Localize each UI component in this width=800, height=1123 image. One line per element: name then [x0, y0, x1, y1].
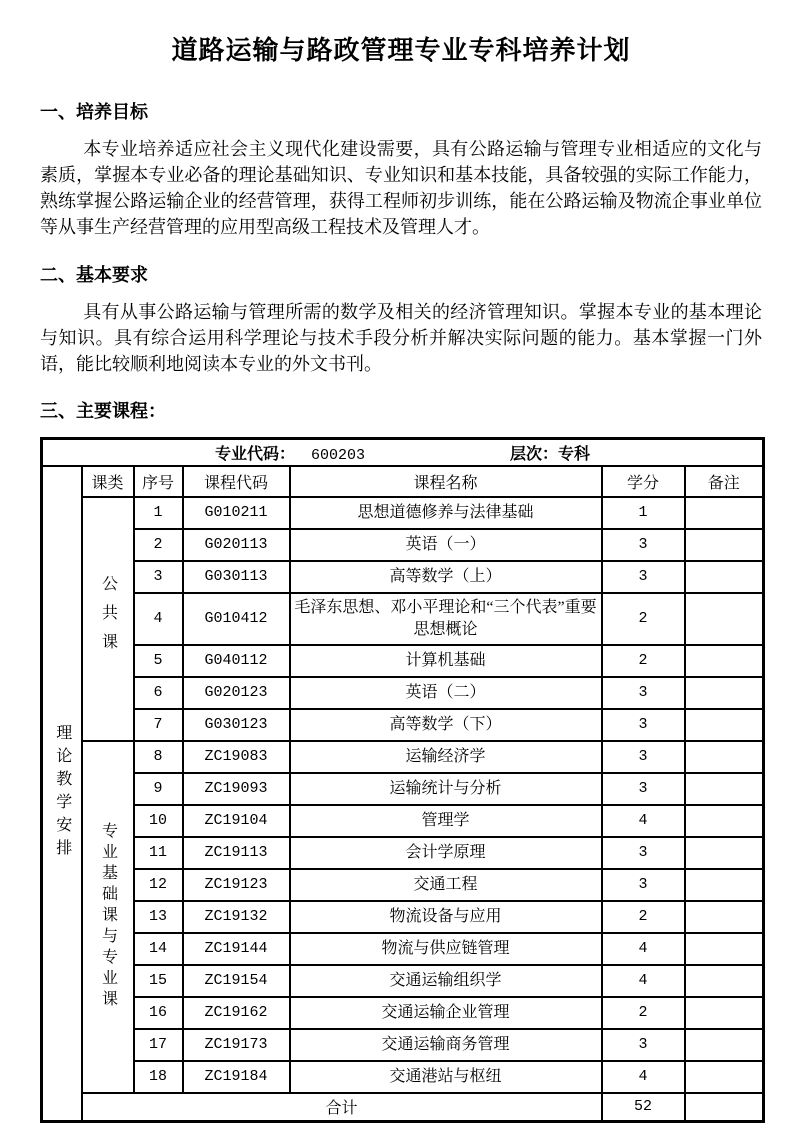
objectives-paragraph: 本专业培养适应社会主义现代化建设需要，具有公路运输与管理专业相适应的文化与素质，掌握本专业必备的理论基础知识、专业知识和基本技能，具备较强的实际工作能力，熟练掌握公路运输企业的经营管理，获得工程师初步训练，能在公路运输及物流企事业单位等从事生产经营管理的应用型高级工程技术及管理人才。 [40, 139, 762, 237]
column-header-name: 课程名称 [290, 466, 602, 497]
course-no: 5 [134, 645, 183, 677]
course-row [42, 933, 764, 965]
course-code: ZC19083 [183, 741, 290, 773]
column-header-credits: 学分 [602, 466, 685, 497]
course-no: 9 [134, 773, 183, 805]
left-vertical-label: 理论教学安排 [53, 724, 71, 863]
course-name: 会计学原理 [290, 837, 602, 869]
course-no: 6 [134, 677, 183, 709]
level-value: 专科 [558, 445, 591, 463]
course-code: G030123 [183, 709, 290, 741]
course-credits: 3 [602, 741, 685, 773]
course-credits: 4 [602, 805, 685, 837]
course-name: 交通运输商务管理 [290, 1029, 602, 1061]
course-credits: 2 [602, 997, 685, 1029]
course-no: 12 [134, 869, 183, 901]
course-name: 毛泽东思想、邓小平理论和“三个代表”重要思想概论 [290, 593, 602, 645]
course-credits: 3 [602, 869, 685, 901]
course-code: ZC19184 [183, 1061, 290, 1093]
column-header-no: 序号 [134, 466, 183, 497]
course-code: ZC19123 [183, 869, 290, 901]
course-no: 10 [134, 805, 183, 837]
course-row [42, 1061, 764, 1093]
course-name: 交通运输企业管理 [290, 997, 602, 1029]
table-header-row [42, 466, 764, 497]
course-row [42, 869, 764, 901]
course-row [42, 805, 764, 837]
course-name: 物流与供应链管理 [290, 933, 602, 965]
course-note [685, 997, 764, 1029]
course-name: 物流设备与应用 [290, 901, 602, 933]
course-code: ZC19113 [183, 837, 290, 869]
course-code: ZC19104 [183, 805, 290, 837]
course-no: 17 [134, 1029, 183, 1061]
course-note [685, 869, 764, 901]
course-note [685, 837, 764, 869]
course-no: 13 [134, 901, 183, 933]
course-code: G010211 [183, 497, 290, 529]
level-label: 层次： [510, 445, 559, 463]
course-row [42, 901, 764, 933]
course-no: 11 [134, 837, 183, 869]
left-vertical-label-cell [42, 466, 82, 1122]
course-row [42, 709, 764, 741]
course-code: G040112 [183, 645, 290, 677]
course-code: G020113 [183, 529, 290, 561]
course-credits: 2 [602, 901, 685, 933]
section-heading-courses: 三、主要课程： [40, 401, 166, 421]
course-credits: 4 [602, 965, 685, 997]
course-name: 运输经济学 [290, 741, 602, 773]
course-credits: 3 [602, 677, 685, 709]
course-name: 思想道德修养与法律基础 [290, 497, 602, 529]
course-name: 运输统计与分析 [290, 773, 602, 805]
curriculum-table [40, 437, 765, 1123]
course-credits: 3 [602, 709, 685, 741]
course-credits: 3 [602, 529, 685, 561]
column-header-category: 课类 [82, 466, 134, 497]
course-credits: 4 [602, 933, 685, 965]
course-credits: 2 [602, 645, 685, 677]
course-code: G030113 [183, 561, 290, 593]
course-name: 英语（二） [290, 677, 602, 709]
course-name: 交通运输组织学 [290, 965, 602, 997]
course-name: 英语（一） [290, 529, 602, 561]
course-credits: 2 [602, 593, 685, 645]
course-row [42, 965, 764, 997]
course-credits: 4 [602, 1061, 685, 1093]
table-meta-row [42, 439, 764, 466]
course-no: 14 [134, 933, 183, 965]
course-row [42, 741, 764, 773]
course-no: 18 [134, 1061, 183, 1093]
course-credits: 3 [602, 1029, 685, 1061]
course-name: 计算机基础 [290, 645, 602, 677]
course-note [685, 933, 764, 965]
major-code-label: 专业代码： [215, 445, 296, 463]
course-row [42, 1029, 764, 1061]
course-code: ZC19093 [183, 773, 290, 805]
course-note [685, 593, 764, 645]
course-credits: 3 [602, 837, 685, 869]
course-note [685, 965, 764, 997]
course-credits: 3 [602, 773, 685, 805]
requirements-paragraph: 具有从事公路运输与管理所需的数学及相关的经济管理知识。掌握本专业的基本理论与知识。具有综合运用科学理论与技术手段分析并解决实际问题的能力。基本掌握一门外语，能比较顺利地阅读本专业的外文书刊。 [40, 302, 762, 374]
total-credits: 52 [602, 1093, 685, 1122]
course-no: 15 [134, 965, 183, 997]
course-no: 4 [134, 593, 183, 645]
course-no: 16 [134, 997, 183, 1029]
meta-cell [42, 439, 764, 466]
course-no: 8 [134, 741, 183, 773]
course-no: 2 [134, 529, 183, 561]
course-note [685, 645, 764, 677]
course-credits: 3 [602, 561, 685, 593]
course-note [685, 529, 764, 561]
course-name: 高等数学（下） [290, 709, 602, 741]
section-heading-requirements: 二、基本要求 [40, 265, 148, 285]
course-name: 交通工程 [290, 869, 602, 901]
course-row [42, 677, 764, 709]
course-note [685, 773, 764, 805]
course-note [685, 805, 764, 837]
course-row [42, 997, 764, 1029]
course-code: ZC19132 [183, 901, 290, 933]
course-row [42, 529, 764, 561]
course-name: 交通港站与枢纽 [290, 1061, 602, 1093]
course-row [42, 645, 764, 677]
course-code: G020123 [183, 677, 290, 709]
course-no: 3 [134, 561, 183, 593]
course-code: ZC19154 [183, 965, 290, 997]
group-cell-major [82, 741, 134, 1093]
course-code: ZC19173 [183, 1029, 290, 1061]
course-no: 7 [134, 709, 183, 741]
section-heading-objectives: 一、培养目标 [40, 102, 148, 122]
group-label-major: 专业基础课与专业课 [99, 822, 117, 1011]
course-note [685, 677, 764, 709]
column-header-code: 课程代码 [183, 466, 290, 497]
course-note [685, 1029, 764, 1061]
course-name: 管理学 [290, 805, 602, 837]
group-label-public: 公共课 [99, 575, 117, 662]
column-header-note: 备注 [685, 466, 764, 497]
course-note [685, 497, 764, 529]
group-cell-public [82, 497, 134, 741]
course-note [685, 901, 764, 933]
course-credits: 1 [602, 497, 685, 529]
course-code: G010412 [183, 593, 290, 645]
course-note [685, 709, 764, 741]
course-note [685, 561, 764, 593]
total-label: 合计 [82, 1093, 602, 1122]
course-no: 1 [134, 497, 183, 529]
course-row [42, 497, 764, 529]
course-row [42, 593, 764, 645]
course-note [685, 741, 764, 773]
course-row [42, 837, 764, 869]
major-code-value: 600203 [311, 446, 366, 464]
course-code: ZC19144 [183, 933, 290, 965]
course-code: ZC19162 [183, 997, 290, 1029]
course-name: 高等数学（上） [290, 561, 602, 593]
course-note [685, 1061, 764, 1093]
course-row [42, 773, 764, 805]
course-row [42, 561, 764, 593]
page-title: 道路运输与路政管理专业专科培养计划 [171, 35, 631, 65]
